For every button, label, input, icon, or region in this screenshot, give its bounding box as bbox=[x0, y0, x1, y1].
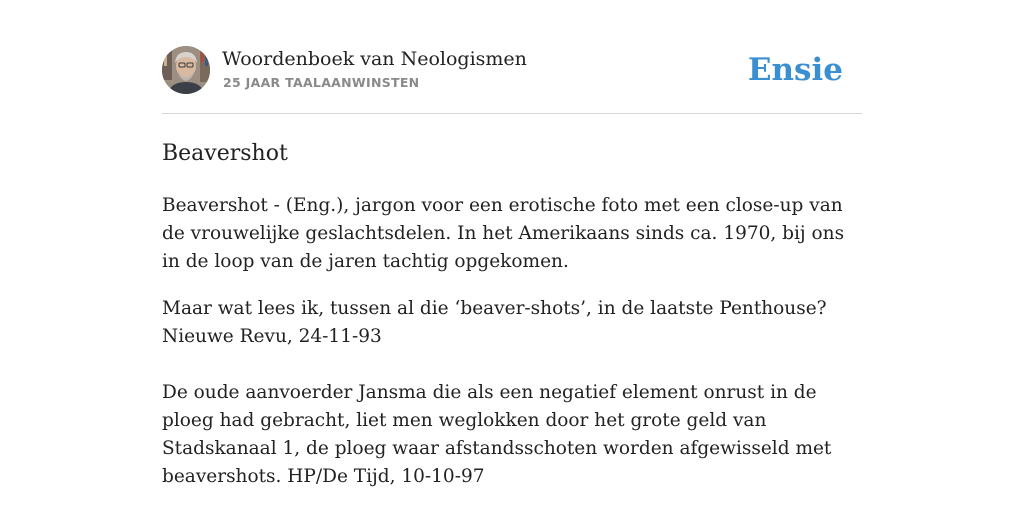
entry-title: Beavershot bbox=[162, 141, 288, 166]
entry-body bbox=[162, 192, 862, 491]
author-portrait-icon[interactable] bbox=[162, 46, 210, 94]
ensie-logo-link[interactable]: Ensie bbox=[747, 52, 843, 88]
dictionary-subtitle: 25 JAAR TAALAANWINSTEN bbox=[223, 75, 420, 90]
entry-quote: De oude aanvoerder Jansma die als een negatief element onrust in de ploeg had gebracht, liet men weglokken door het grote geld van Stadskanaal 1, de ploeg waar afstandsschoten worden afgewisseld met beavershots. HP/De Tijd, 10-10-97 bbox=[162, 382, 832, 487]
entry-definition: Beavershot - (Eng.), jargon voor een erotische foto met een close-up van de vrouwelijke geslachtsdelen. In het Amerikaans sinds ca. 1970, bij ons in de loop van de jaren tachtig opgekomen. bbox=[162, 195, 845, 272]
dictionary-title[interactable]: Woordenboek van Neologismen bbox=[222, 48, 527, 70]
entry-quote: Maar wat lees ik, tussen al die ‘beaver-shots’, in de laatste Penthouse? Nieuwe Revu, 24-11-93 bbox=[162, 298, 827, 347]
header bbox=[162, 46, 862, 114]
entry-card bbox=[162, 46, 862, 491]
